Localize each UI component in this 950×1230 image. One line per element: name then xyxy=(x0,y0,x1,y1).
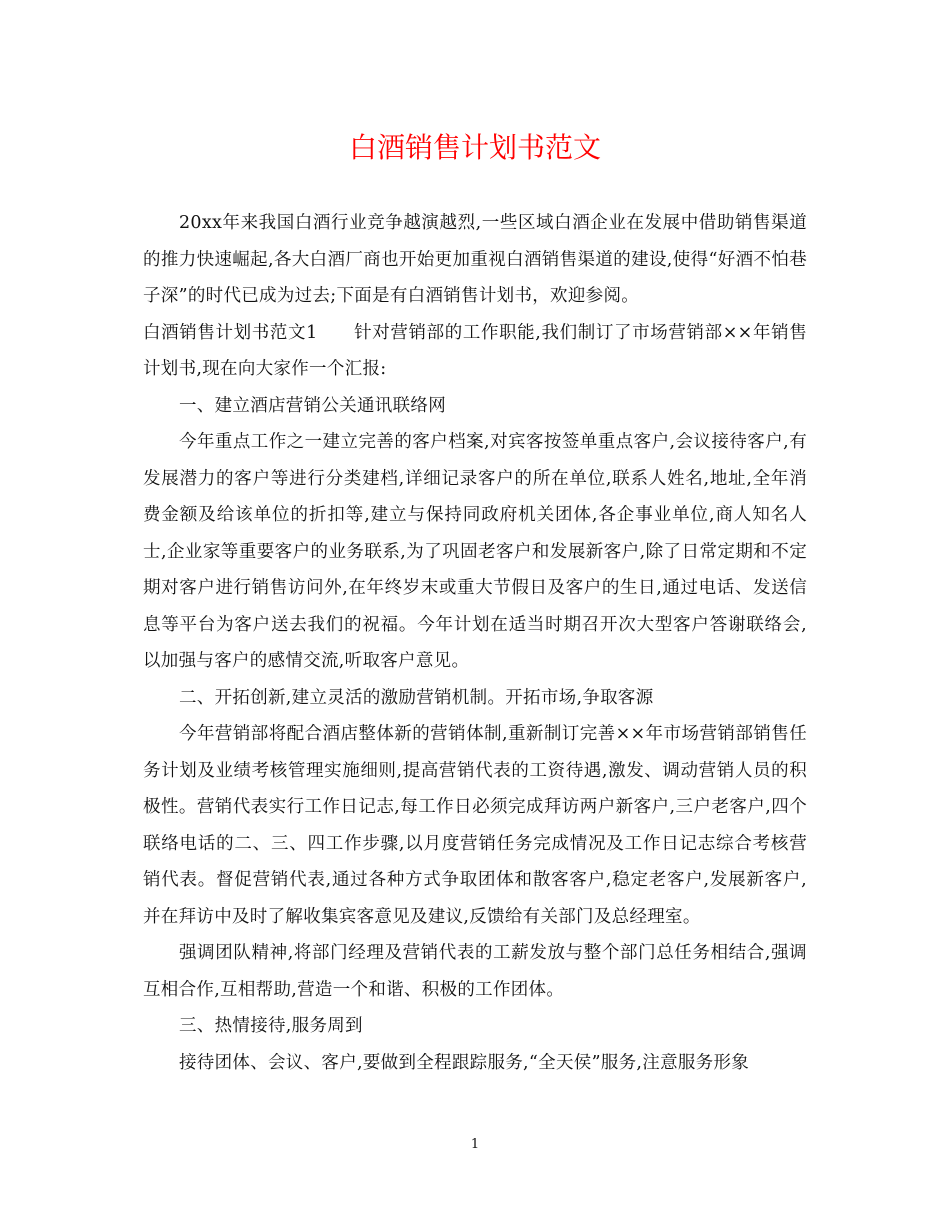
body-paragraph: 接待团体、会议、客户,要做到全程跟踪服务,“全天侯”服务,注意服务形象 xyxy=(179,1052,750,1073)
document-title: 白酒销售计划书范文 xyxy=(348,131,601,164)
body-paragraph: 今年重点工作之一建立完善的客户档案,对宾客按签单重点客户,会议接待客户,有发展潜力的客户等进行分类建档,详细记录客户的所在单位,联系人姓名,地址,全年消费金额及给该单位的折扣等,建立与保持同政府机关团体,各企事业单位,商人知名人士,企业家等重要客户的业务联系,为了巩固老客户和发展新客户,除了日常定期和不定期对客户进行销售访问外,在年终岁末或重大节假日及客户的生日,通过电话、发送信息等平台为客户送去我们的祝福。今年计划在适当时期召开次大型客户答谢联络会,以加强与客户的感情交流,听取客户意见。 xyxy=(143,432,807,671)
intro-paragraph: 20xx年来我国白酒行业竞争越演越烈,一些区域白酒企业在发展中借助销售渠道的推力快速崛起,各大白酒厂商也开始更加重视白酒销售渠道的建设,使得“好酒不怕巷子深”的时代已成为过去;下面是有白酒销售计划书，欢迎参阅。 xyxy=(143,213,807,306)
sample-intro-paragraph: 白酒销售计划书范文1 针对营销部的工作职能,我们制订了市场营销部××年销售计划书,现在向大家作一个汇报: xyxy=(143,322,807,379)
page-number: 1 xyxy=(470,1137,480,1152)
section-heading-3: 三、热情接待,服务周到 xyxy=(179,1016,363,1036)
document-body xyxy=(143,205,807,1081)
section-heading-1: 一、建立酒店营销公关通讯联络网 xyxy=(179,395,446,416)
body-paragraph: 强调团队精神,将部门经理及营销代表的工薪发放与整个部门总任务相结合,强调互相合作,互相帮助,营造一个和谐、积极的工作团体。 xyxy=(143,943,807,1000)
section-heading-2: 二、开拓创新,建立灵活的激励营销机制。开拓市场,争取客源 xyxy=(179,687,654,708)
body-paragraph: 今年营销部将配合酒店整体新的营销体制,重新制订完善××年市场营销部销售任务计划及业绩考核管理实施细则,提高营销代表的工资待遇,激发、调动营销人员的积极性。营销代表实行工作日记志,每工作日必须完成拜访两户新客户,三户老客户,四个联络电话的二、三、四工作步骤,以月度营销任务完成情况及工作日记志综合考核营销代表。督促营销代表,通过各种方式争取团体和散客客户,稳定老客户,发展新客户,并在拜访中及时了解收集宾客意见及建议,反馈给有关部门及总经理室。 xyxy=(143,724,807,927)
